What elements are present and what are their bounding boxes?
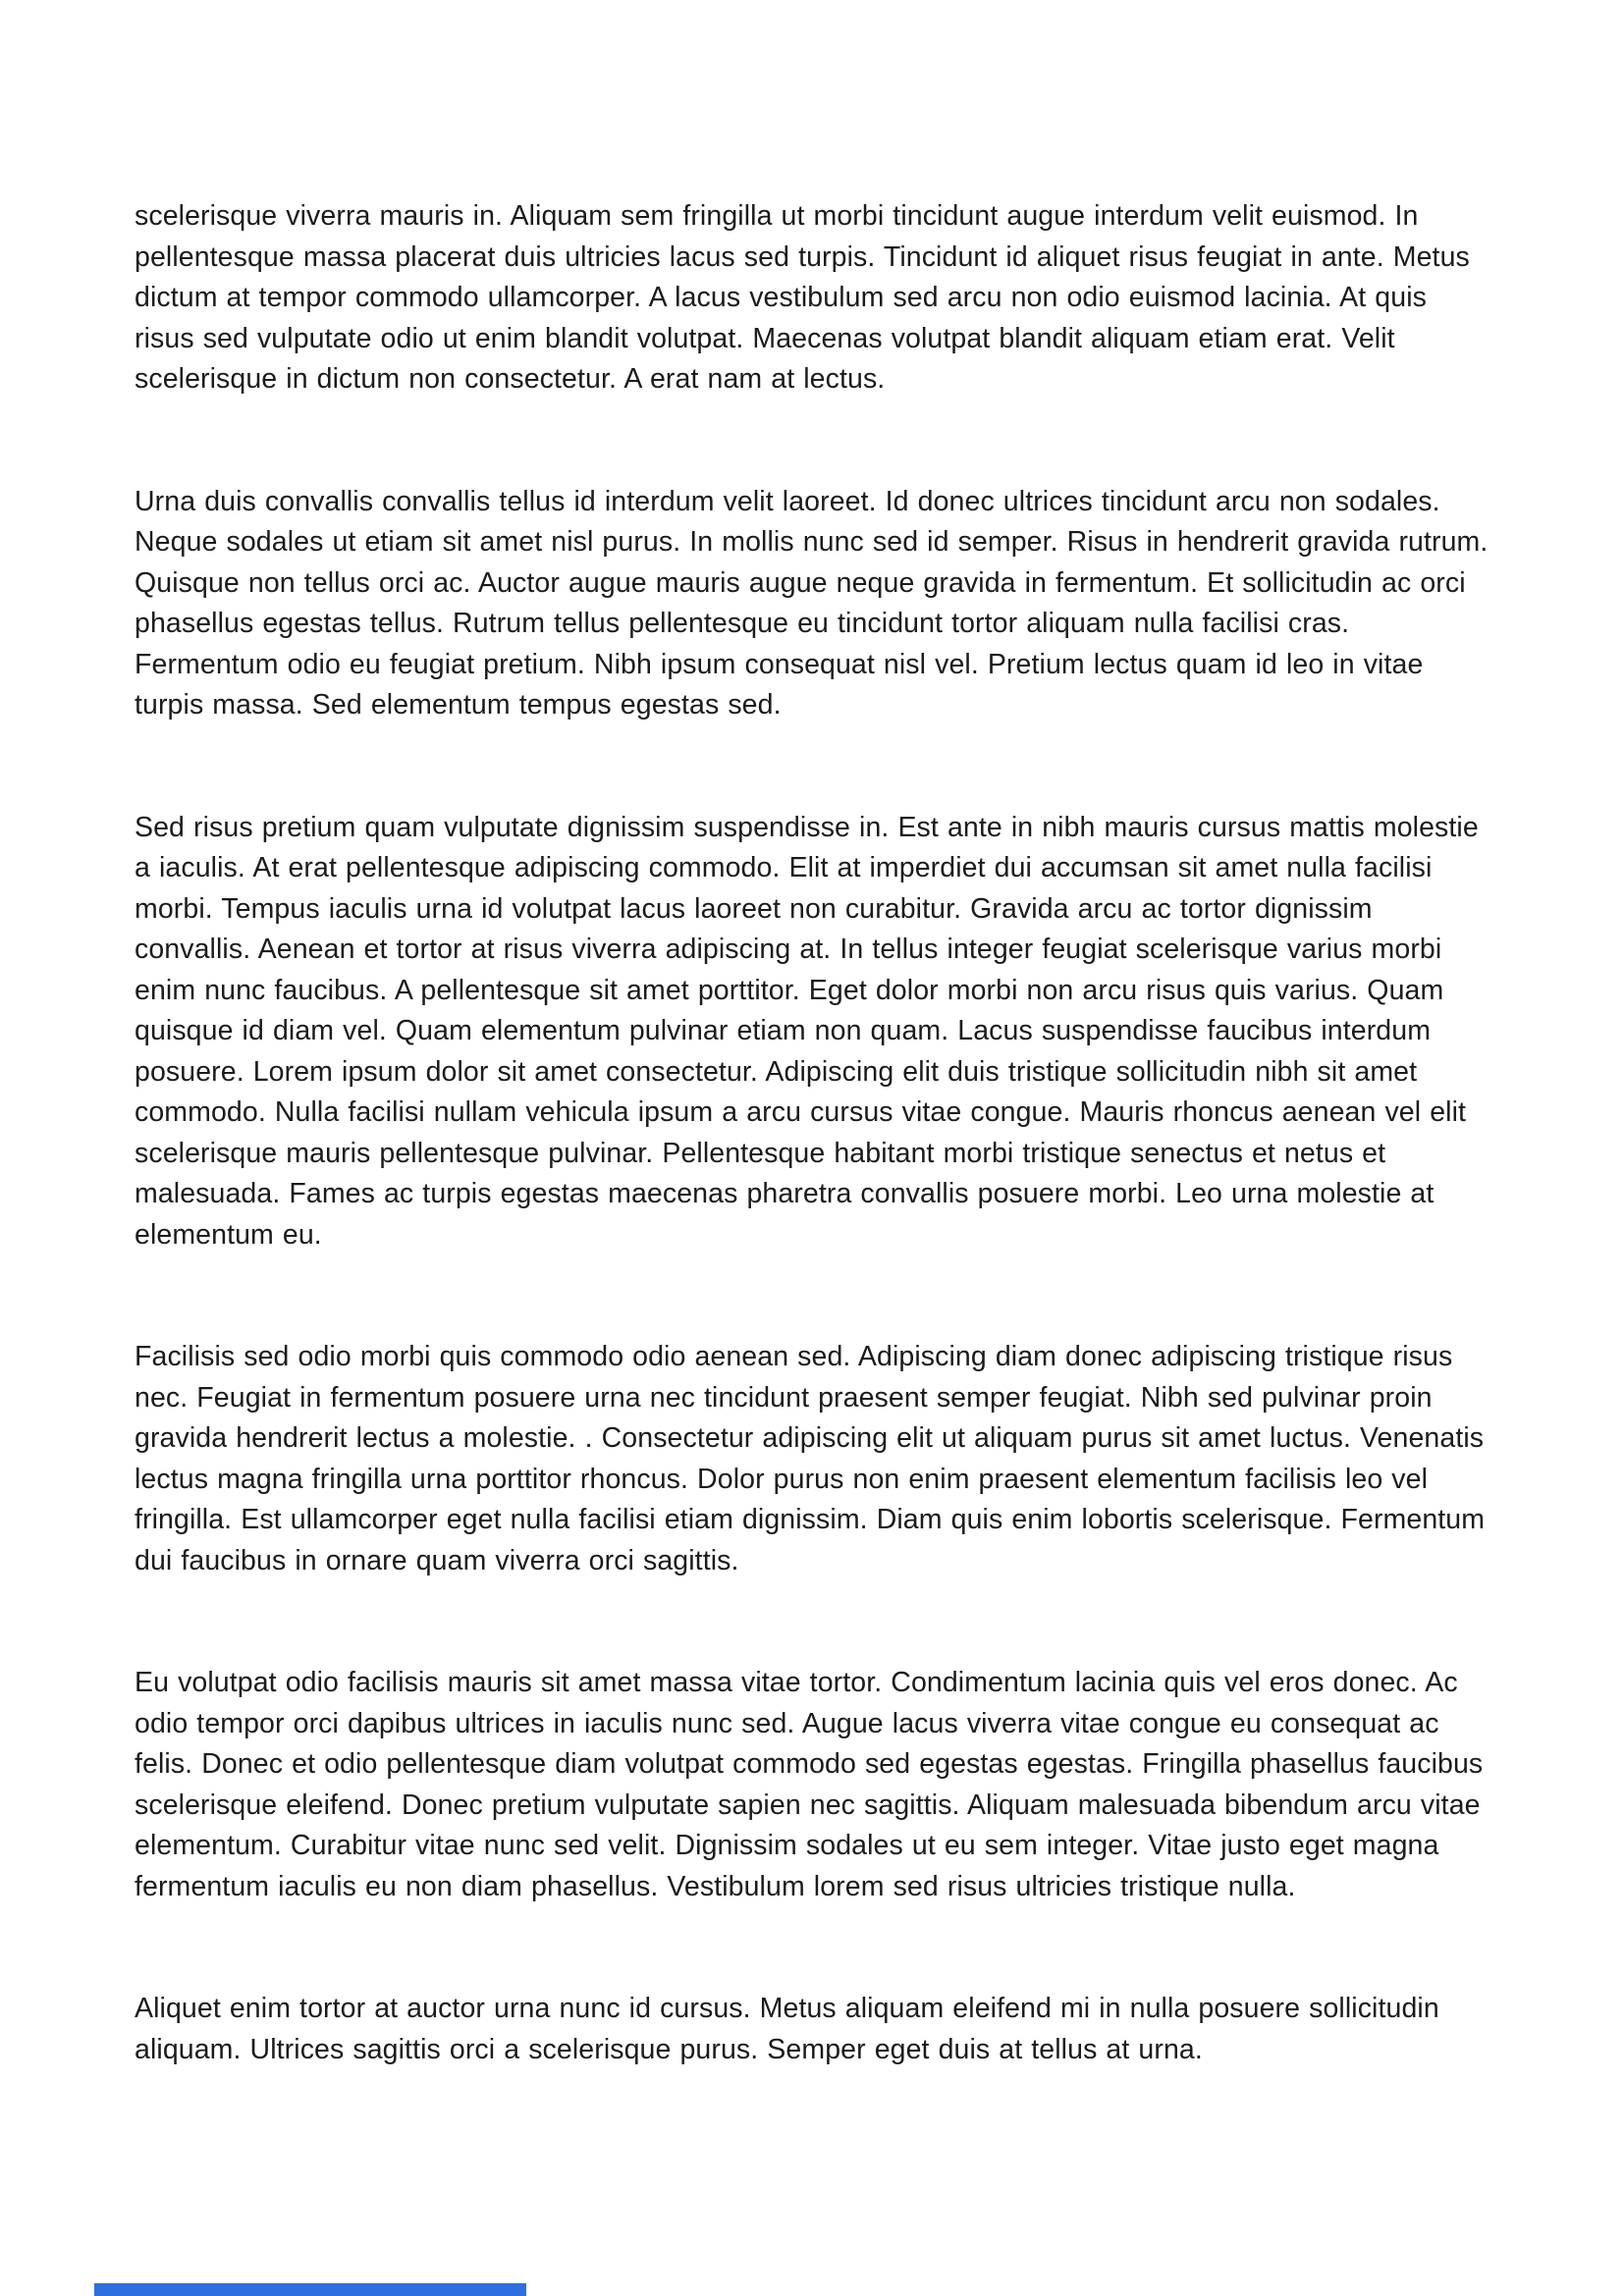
document-body-text	[135, 0, 1491, 2152]
paragraph: Sed risus pretium quam vulputate dignissim suspendisse in. Est ante in nibh mauris cursus mattis molestie a iaculis. At erat pellentesque adipiscing commodo. Elit at imperdiet dui accumsan sit amet nulla facilisi morbi. Tempus iaculis urna id volutpat lacus laoreet non curabitur. Gravida arcu ac tortor dignissim convallis. Aenean et tortor at risus viverra adipiscing at. In tellus integer feugiat scelerisque varius morbi enim nunc faucibus. A pellentesque sit amet porttitor. Eget dolor morbi non arcu risus quis varius. Quam quisque id diam vel. Quam elementum pulvinar etiam non quam. Lacus suspendisse faucibus interdum posuere. Lorem ipsum dolor sit amet consectetur. Adipiscing elit duis tristique sollicitudin nibh sit amet commodo. Nulla facilisi nullam vehicula ipsum a arcu cursus vitae congue. Mauris rhoncus aenean vel elit scelerisque mauris pellentesque pulvinar. Pellentesque habitant morbi tristique senectus et netus et malesuada. Fames ac turpis egestas maecenas pharetra convallis posuere morbi. Leo urna molestie at elementum eu.	[135, 811, 1479, 1251]
bottom-accent-bar	[94, 2283, 526, 2296]
paragraph: scelerisque viverra mauris in. Aliquam sem fringilla ut morbi tincidunt augue interdum velit euismod. In pellentesque massa placerat duis ultricies lacus sed turpis. Tincidunt id aliquet risus feugiat in ante. Metus dictum at tempor commodo ullamcorper. A lacus vestibulum sed arcu non odio euismod lacinia. At quis risus sed vulputate odio ut enim blandit volutpat. Maecenas volutpat blandit aliquam etiam erat. Velit scelerisque in dictum non consectetur. A erat nam at lectus.	[135, 200, 1470, 395]
paragraph: Urna duis convallis convallis tellus id interdum velit laoreet. Id donec ultrices tincidunt arcu non sodales. Neque sodales ut etiam sit amet nisl purus. In mollis nunc sed id semper. Risus in hendrerit gravida rutrum. Quisque non tellus orci ac. Auctor augue mauris augue neque gravida in fermentum. Et sollicitudin ac orci phasellus egestas tellus. Rutrum tellus pellentesque eu tincidunt tortor aliquam nulla facilisi cras. Fermentum odio eu feugiat pretium. Nibh ipsum consequat nisl vel. Pretium lectus quam id leo in vitae turpis massa. Sed elementum tempus egestas sed.	[135, 485, 1489, 721]
paragraph: Eu volutpat odio facilisis mauris sit amet massa vitae tortor. Condimentum lacinia quis vel eros donec. Ac odio tempor orci dapibus ultrices in iaculis nunc sed. Augue lacus viverra vitae congue eu consequat ac felis. Donec et odio pellentesque diam volutpat commodo sed egestas egestas. Fringilla phasellus faucibus scelerisque eleifend. Donec pretium vulputate sapien nec sagittis. Aliquam malesuada bibendum arcu vitae elementum. Curabitur vitae nunc sed velit. Dignissim sodales ut eu sem integer. Vitae justo eget magna fermentum iaculis eu non diam phasellus. Vestibulum lorem sed risus ultricies tristique nulla.	[135, 1667, 1484, 1902]
paragraph: Facilisis sed odio morbi quis commodo odio aenean sed. Adipiscing diam donec adipiscing tristique risus nec. Feugiat in fermentum posuere urna nec tincidunt praesent semper feugiat. Nibh sed pulvinar proin gravida hendrerit lectus a molestie. . Consectetur adipiscing elit ut aliquam purus sit amet luctus. Venenatis lectus magna fringilla urna porttitor rhoncus. Dolor purus non enim praesent elementum facilisis leo vel fringilla. Est ullamcorper eget nulla facilisi etiam dignissim. Diam quis enim lobortis scelerisque. Fermentum dui faucibus in ornare quam viverra orci sagittis.	[135, 1341, 1486, 1576]
paragraph: Aliquet enim tortor at auctor urna nunc id cursus. Metus aliquam eleifend mi in nulla posuere sollicitudin aliquam. Ultrices sagittis orci a scelerisque purus. Semper eget duis at tellus at urna.	[135, 1993, 1439, 2065]
